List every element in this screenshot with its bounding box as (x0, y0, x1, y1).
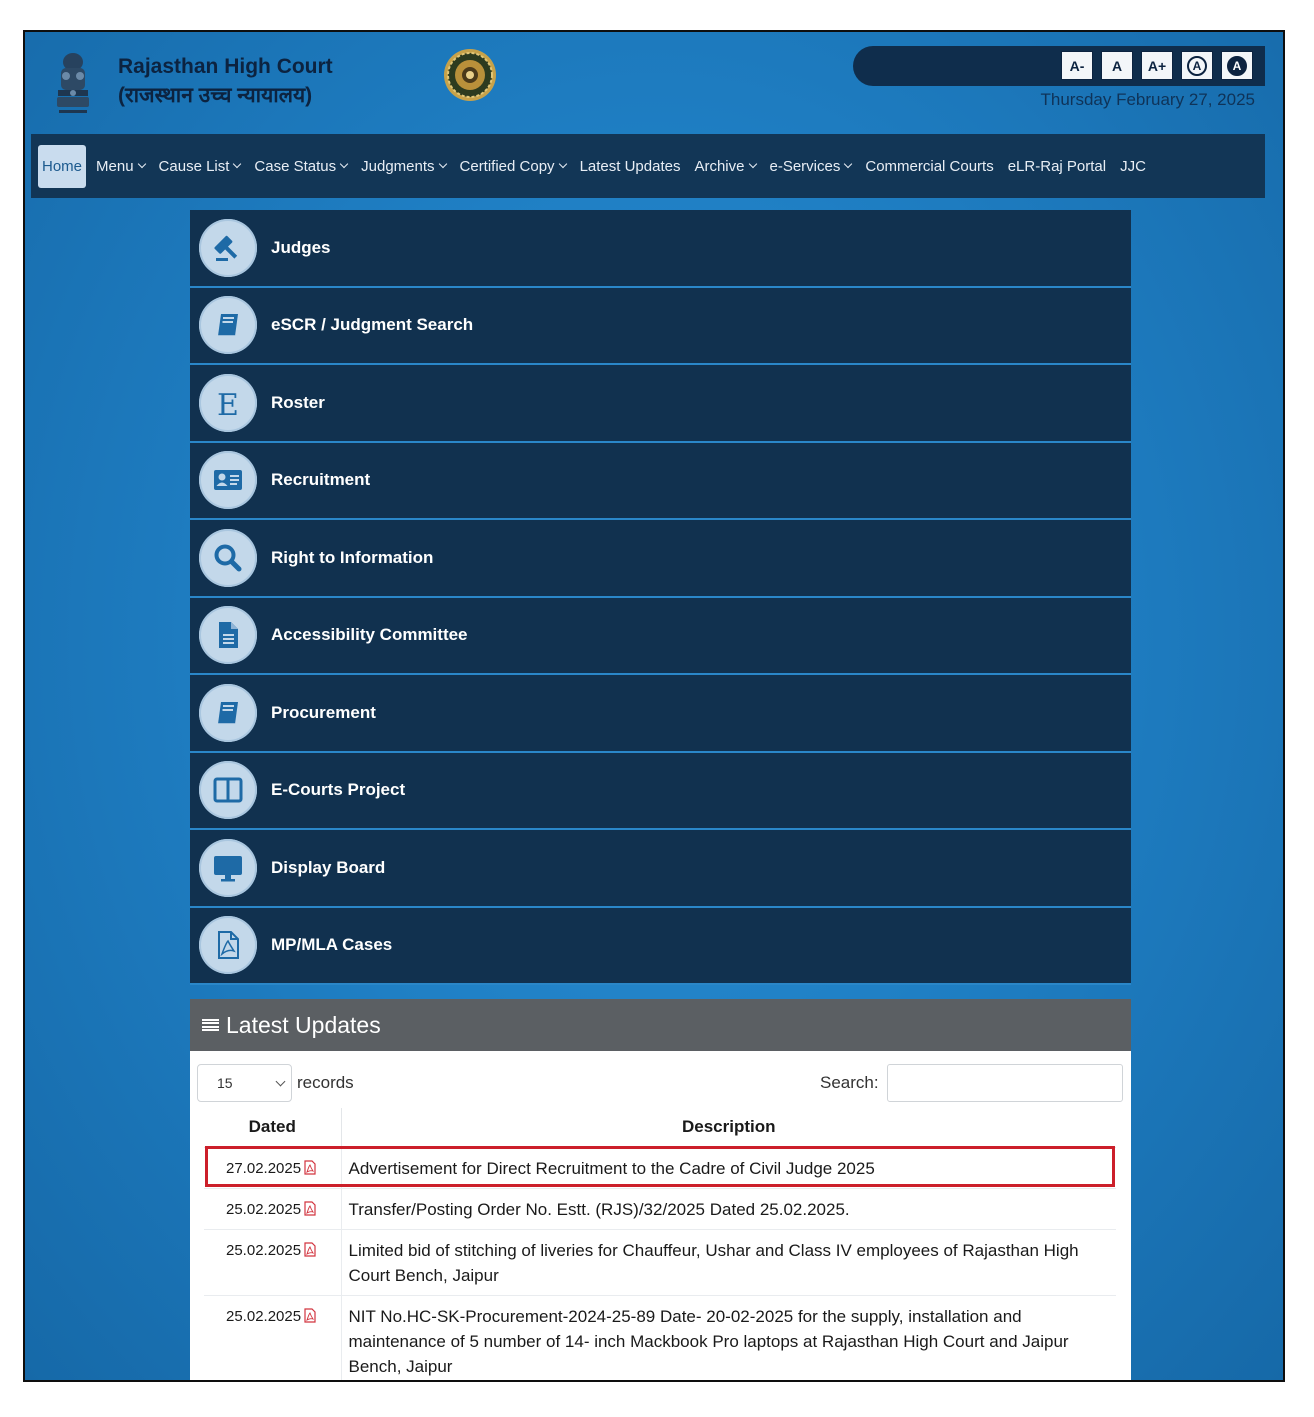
tile-label: Procurement (271, 702, 376, 722)
nav-item-label: e-Services (769, 157, 841, 175)
row-date: 25.02.2025 (226, 1241, 302, 1259)
tile-judges[interactable] (190, 210, 1131, 288)
tile-label: eSCR / Judgment Search (271, 315, 474, 335)
font-increase-button[interactable]: A+ (1141, 51, 1173, 80)
chevron-down-icon (558, 160, 566, 168)
row-date: 25.02.2025 (226, 1307, 302, 1325)
tile-label: Right to Information (271, 547, 434, 567)
chevron-down-icon (844, 160, 852, 168)
nav-item-case-status[interactable] (247, 158, 354, 175)
nav-item-home[interactable] (38, 145, 86, 188)
table-row[interactable] (204, 1295, 1116, 1382)
nav-item-archive[interactable] (687, 158, 762, 175)
date-cell (204, 1147, 341, 1188)
contrast-normal-icon: A (1187, 56, 1207, 76)
nav-item-menu[interactable] (89, 158, 152, 175)
site-title-english: Rajasthan High Court (118, 55, 333, 78)
nav-item-label: Judgments (361, 157, 435, 175)
accessibility-toolbar (853, 46, 1265, 86)
national-emblem-icon (51, 50, 95, 116)
search-input[interactable] (887, 1064, 1123, 1102)
pdf-icon[interactable] (301, 1160, 316, 1177)
nav-item-certified-copy[interactable] (453, 158, 573, 175)
tile-label: Judges (271, 237, 331, 257)
table-row[interactable] (204, 1147, 1116, 1188)
row-description[interactable]: NIT No.HC-SK-Procurement-2024-25-89 Date- 20-02-2025 for the supply, installation and maintenance of 5 number of 14- inch Mackbook Pro laptops at Rajasthan High Court and Jaipur Bench, Jaipur (341, 1295, 1116, 1382)
tile-roster[interactable] (190, 365, 1131, 443)
book-icon (199, 296, 257, 354)
font-decrease-button[interactable]: A- (1061, 51, 1093, 80)
tile-label: Accessibility Committee (271, 625, 468, 645)
nav-item-judgments[interactable] (354, 158, 452, 175)
nav-item-latest-updates[interactable] (573, 158, 688, 175)
tile-escr-judgment-search[interactable] (190, 288, 1131, 366)
nav-item-e-services[interactable] (763, 158, 859, 175)
high-contrast-button[interactable] (1221, 51, 1253, 80)
nav-item-label: JJC (1120, 157, 1146, 175)
nav-item-commercial-courts[interactable] (858, 158, 1000, 175)
magnifier-icon (199, 529, 257, 587)
tile-recruitment[interactable] (190, 443, 1131, 521)
nav-item-label: Archive (694, 157, 745, 175)
nav-item-label: Commercial Courts (865, 157, 994, 175)
pdf-icon[interactable] (301, 1308, 316, 1325)
row-date: 25.02.2025 (226, 1200, 302, 1218)
main-navbar (31, 134, 1265, 198)
normal-contrast-button[interactable] (1181, 51, 1213, 80)
table-controls (190, 1051, 1131, 1109)
page-size-value: 15 (217, 1075, 233, 1091)
nav-item-label: Certified Copy (459, 157, 555, 175)
tile-mp-mla-cases[interactable] (190, 908, 1131, 986)
pdf-icon[interactable] (301, 1242, 316, 1259)
gavel-icon (199, 219, 257, 277)
tile-label: MP/MLA Cases (271, 935, 393, 955)
tile-label: E-Courts Project (271, 780, 406, 800)
tile-accessibility-committee[interactable] (190, 598, 1131, 676)
document-icon (199, 606, 257, 664)
id-card-icon (199, 451, 257, 509)
nav-item-label: Case Status (254, 157, 337, 175)
font-normal-button[interactable]: A (1101, 51, 1133, 80)
row-description[interactable]: Advertisement for Direct Recruitment to the Cadre of Civil Judge 2025 (341, 1147, 1116, 1188)
search-label: Search: (820, 1073, 879, 1092)
date-cell (204, 1229, 341, 1295)
letter-e-icon (199, 374, 257, 432)
nav-item-jjc[interactable] (1113, 158, 1153, 175)
list-icon (202, 1019, 219, 1031)
nav-item-elr-raj-portal[interactable] (1001, 158, 1113, 175)
site-title[interactable] (118, 52, 333, 110)
nav-item-label: Menu (96, 157, 134, 175)
date-cell (204, 1295, 341, 1382)
nav-item-cause-list[interactable] (152, 158, 248, 175)
monitor-icon (199, 839, 257, 897)
page-size-select[interactable] (197, 1064, 292, 1102)
nav-item-label: eLR-Raj Portal (1007, 157, 1107, 175)
tile-display-board[interactable] (190, 830, 1131, 908)
latest-updates-title: Latest Updates (226, 1011, 381, 1038)
page-frame (23, 30, 1285, 1382)
chevron-down-icon (340, 160, 348, 168)
tile-procurement[interactable] (190, 675, 1131, 753)
tile-label: Recruitment (271, 470, 371, 490)
row-description[interactable]: Limited bid of stitching of liveries for Chauffeur, Ushar and Class IV employees of Rajasthan High Court Bench, Jaipur (341, 1229, 1116, 1295)
chevron-down-icon (438, 160, 446, 168)
tile-label: Roster (271, 392, 325, 412)
chevron-down-icon (137, 160, 145, 168)
table-row[interactable] (204, 1188, 1116, 1229)
court-seal-icon (443, 48, 497, 102)
row-date: 27.02.2025 (226, 1159, 302, 1177)
contrast-high-icon: A (1227, 56, 1247, 76)
nav-item-label: Cause List (158, 157, 230, 175)
book-icon (199, 684, 257, 742)
quick-links (190, 210, 1131, 985)
date-cell (204, 1188, 341, 1229)
table-header-row (204, 1108, 1116, 1147)
records-label: records (297, 1073, 354, 1092)
tile-label: Display Board (271, 857, 386, 877)
svg-text:E: E (217, 387, 239, 419)
chevron-down-icon (748, 160, 756, 168)
updates-table (204, 1108, 1116, 1382)
pdf-icon[interactable] (301, 1201, 316, 1218)
chevron-down-icon (276, 1077, 286, 1087)
chevron-down-icon (233, 160, 241, 168)
tile-e-courts-project[interactable] (190, 753, 1131, 831)
nav-item-label: Home (42, 157, 83, 175)
pdf-file-icon (199, 916, 257, 974)
table-row[interactable] (204, 1229, 1116, 1295)
tile-right-to-information[interactable] (190, 520, 1131, 598)
column-header-description[interactable]: Description (341, 1108, 1116, 1147)
latest-updates-header (190, 999, 1131, 1051)
row-description[interactable]: Transfer/Posting Order No. Estt. (RJS)/32/2025 Dated 25.02.2025. (341, 1188, 1116, 1229)
column-header-dated[interactable]: Dated (204, 1108, 341, 1147)
columns-icon (199, 761, 257, 819)
site-title-hindi: (राजस्थान उच्च न्यायालय) (118, 84, 313, 107)
current-date: Thursday February 27, 2025 (1040, 90, 1255, 109)
nav-item-label: Latest Updates (579, 157, 681, 175)
